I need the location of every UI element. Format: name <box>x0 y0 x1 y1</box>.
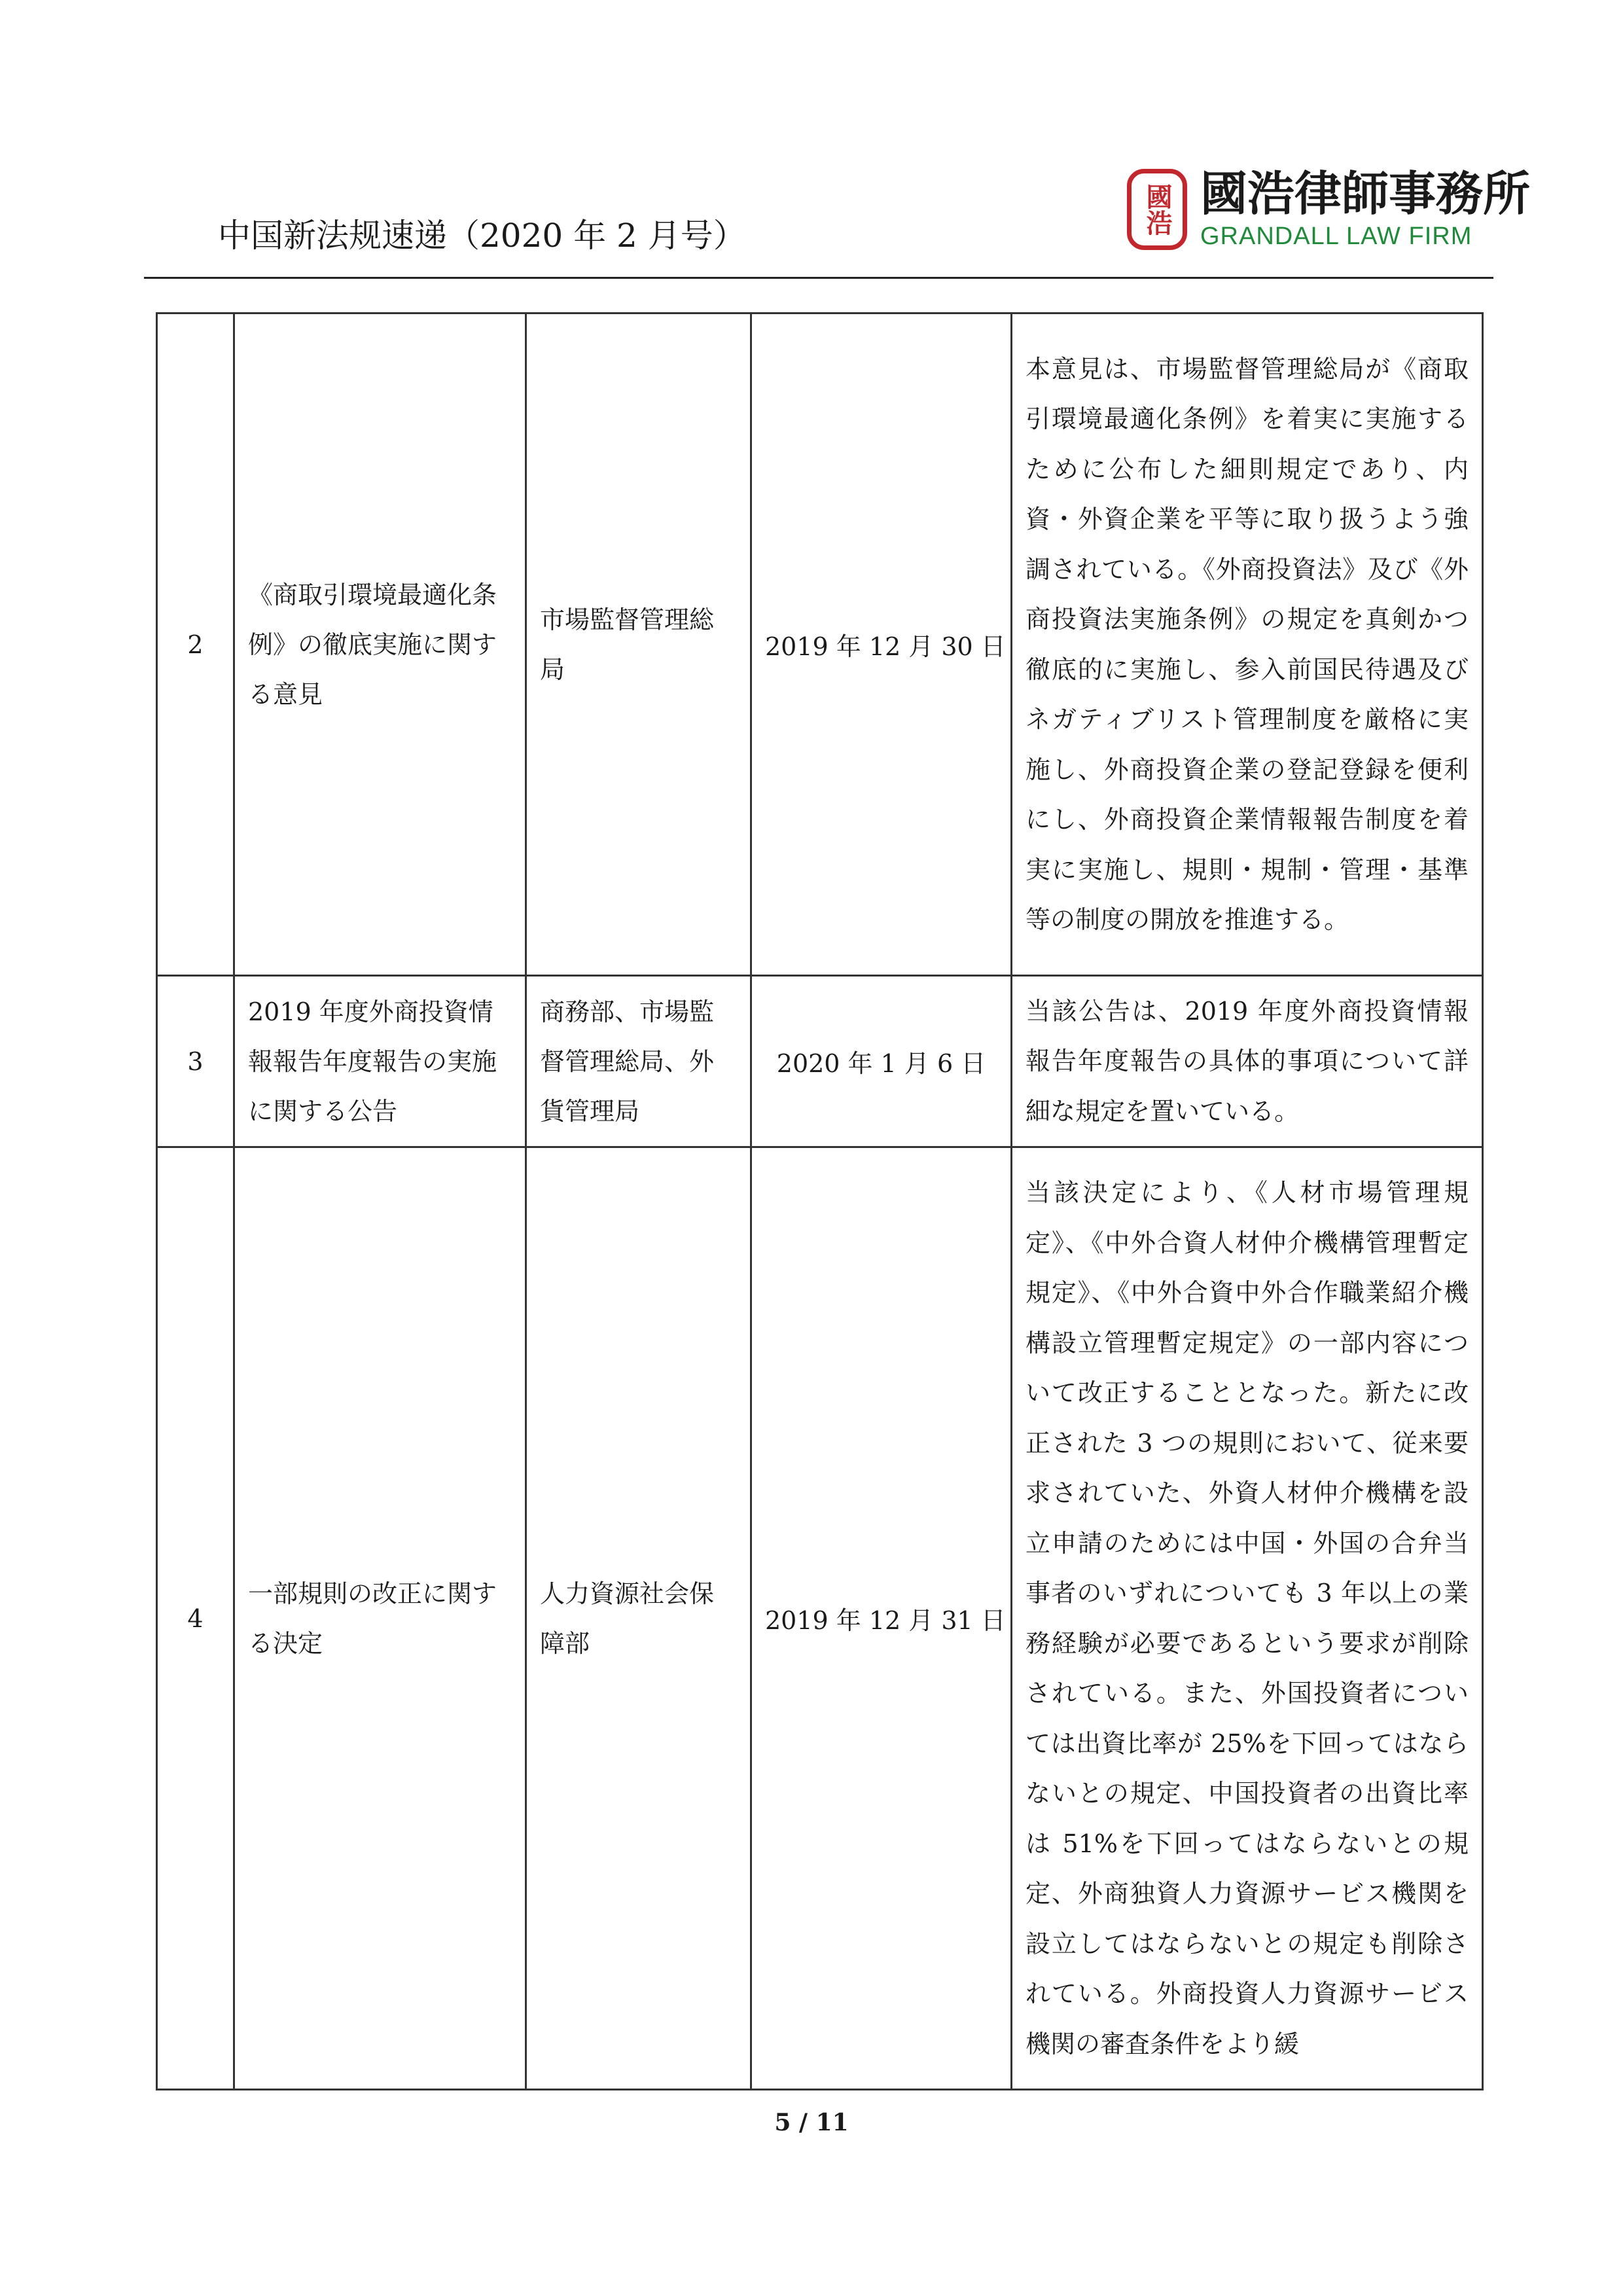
page-number: 5 / 11 <box>774 2109 849 2136</box>
issuing-authority: 人力資源社会保障部 <box>526 1147 751 2090</box>
regulation-summary: 当該公告は、2019 年度外商投資情報報告年度報告の具体的事項について詳細な規定を置いている。 <box>1012 976 1483 1147</box>
firm-logo <box>1127 166 1531 258</box>
row-number: 4 <box>157 1147 234 2090</box>
regulation-summary: 本意見は、市場監督管理総局が《商取引環境最適化条例》を着実に実施するために公布した細則規定であり、内資・外資企業を平等に取り扱うよう強調されている。《外商投資法》及び《外商投資法実施条例》の規定を真剣かつ徹底的に実施し、参入前国民待遇及びネガティブリスト管理制度を厳格に実施し、外商投資企業の登記登録を便利にし、外商投資企業情報報告制度を着実に実施し、規則・規制・管理・基準等の制度の開放を推進する。 <box>1012 314 1483 976</box>
table-row <box>157 1147 1483 2090</box>
table-row <box>157 976 1483 1147</box>
document-header-title: 中国新法规速递（2020 年 2 月号） <box>218 217 746 255</box>
issue-date: 2019 年 12 月 30 日 <box>751 314 1012 976</box>
table-row <box>157 314 1483 976</box>
firm-name-english: GRANDALL LAW FIRM <box>1200 223 1472 250</box>
regulation-title: 2019 年度外商投資情報報告年度報告の実施に関する公告 <box>234 976 526 1147</box>
header-divider <box>144 277 1493 279</box>
firm-name-chinese: 國浩律師事務所 <box>1200 166 1531 221</box>
regulations-table <box>156 312 1484 2090</box>
issuing-authority: 市場監督管理総局 <box>526 314 751 976</box>
issue-date: 2020 年 1 月 6 日 <box>751 976 1012 1147</box>
issue-date: 2019 年 12 月 31 日 <box>751 1147 1012 2090</box>
issuing-authority: 商務部、市場監督管理総局、外貨管理局 <box>526 976 751 1147</box>
row-number: 2 <box>157 314 234 976</box>
regulation-title: 《商取引環境最適化条例》の徹底実施に関する意見 <box>234 314 526 976</box>
row-number: 3 <box>157 976 234 1147</box>
regulation-summary: 当該決定により、《人材市場管理規定》、《中外合資人材仲介機構管理暫定規定》、《中外合資中外合作職業紹介機構設立管理暫定規定》の一部内容について改正することとなった。新たに改正された 3 つの規則において、従来要求されていた、外資人材仲介機構を設立申請のためには中国・外国の合弁当事者のいずれについても 3 年以上の業務経験が必要であるという要求が削除されている。また、外国投資者については出資比率が 25%を下回ってはならないとの規定、中国投資者の出資比率は 51%を下回ってはならないとの規定、外商独資人力資源サービス機関を設立してはならないとの規定も削除されている。外商投資人力資源サービス機関の審査条件をより緩 <box>1012 1147 1483 2090</box>
regulation-title: 一部規則の改正に関する決定 <box>234 1147 526 2090</box>
firm-seal-icon: 國浩 <box>1127 169 1187 250</box>
